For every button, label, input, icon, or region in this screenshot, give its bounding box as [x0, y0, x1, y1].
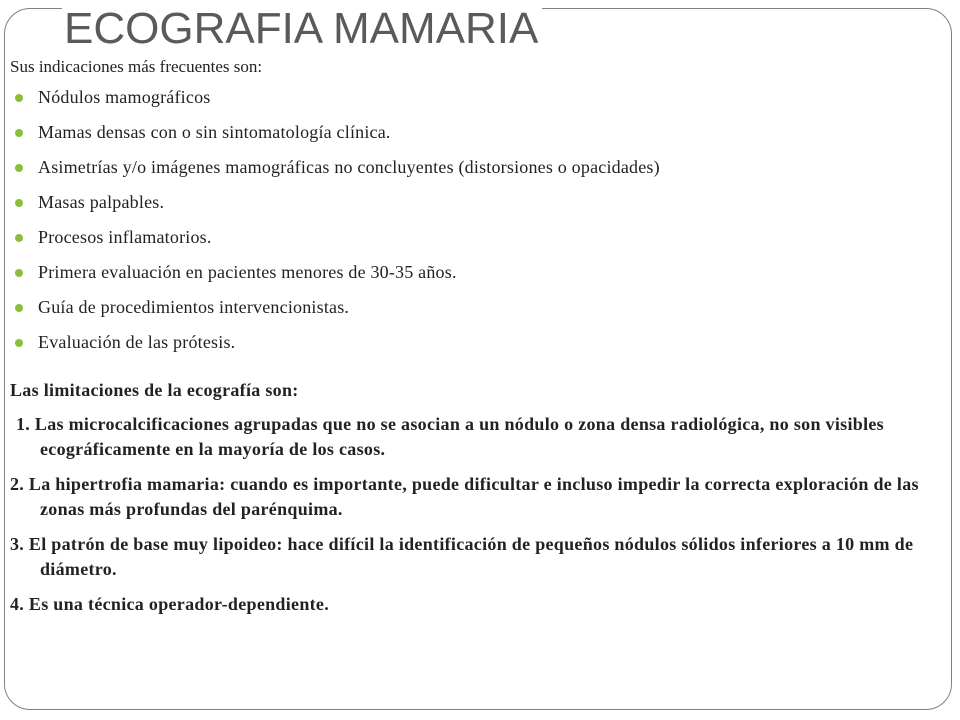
bullet-dot-icon	[15, 234, 23, 242]
list-item	[10, 331, 940, 354]
bullet-dot-icon	[15, 199, 23, 207]
limitations-heading: Las limitaciones de la ecografía son:	[10, 380, 299, 400]
bullet-dot-icon	[15, 164, 23, 172]
list-item	[10, 261, 940, 284]
indications-intro: Sus indicaciones más frecuentes son:	[10, 57, 263, 76]
list-item-text: Asimetrías y/o imágenes mamográficas no concluyentes (distorsiones o opacidades)	[38, 157, 660, 177]
list-item-text: Mamas densas con o sin sintomatología clínica.	[38, 122, 391, 142]
list-item-text: Primera evaluación en pacientes menores de 30-35 años.	[38, 262, 457, 282]
limitation-item: 3. El patrón de base muy lipoideo: hace difícil la identificación de pequeños nódulos sólidos inferiores a 10 mm de diámetro.	[10, 534, 914, 579]
limitation-item: 2. La hipertrofia mamaria: cuando es importante, puede dificultar e incluso impedir la correcta exploración de las zonas más profundas del parénquima.	[10, 474, 919, 519]
bullet-dot-icon	[15, 94, 23, 102]
limitation-item: 4. Es una técnica operador-dependiente.	[10, 594, 330, 614]
slide-title: ECOGRAFIA MAMARIA	[62, 2, 542, 56]
bullet-dot-icon	[15, 269, 23, 277]
list-item	[10, 226, 940, 249]
limitation-item: 1. Las microcalcificaciones agrupadas que no se asocian a un nódulo o zona densa radiológica, no son visibles ecográficamente en la mayoría de los casos.	[16, 414, 884, 459]
list-item-text: Guía de procedimientos intervencionistas.	[38, 297, 350, 317]
list-item-text: Masas palpables.	[38, 192, 165, 212]
limitations-list	[10, 412, 940, 617]
list-item-text: Procesos inflamatorios.	[38, 227, 212, 247]
slide-content	[10, 56, 940, 627]
list-item	[10, 156, 940, 179]
bullet-dot-icon	[15, 129, 23, 137]
list-item	[10, 191, 940, 214]
bullet-dot-icon	[15, 339, 23, 347]
list-item	[10, 121, 940, 144]
bullet-dot-icon	[15, 304, 23, 312]
list-item	[10, 86, 940, 109]
list-item-text: Nódulos mamográficos	[38, 87, 211, 107]
list-item	[10, 296, 940, 319]
list-item-text: Evaluación de las prótesis.	[38, 332, 236, 352]
indications-list	[10, 86, 940, 354]
